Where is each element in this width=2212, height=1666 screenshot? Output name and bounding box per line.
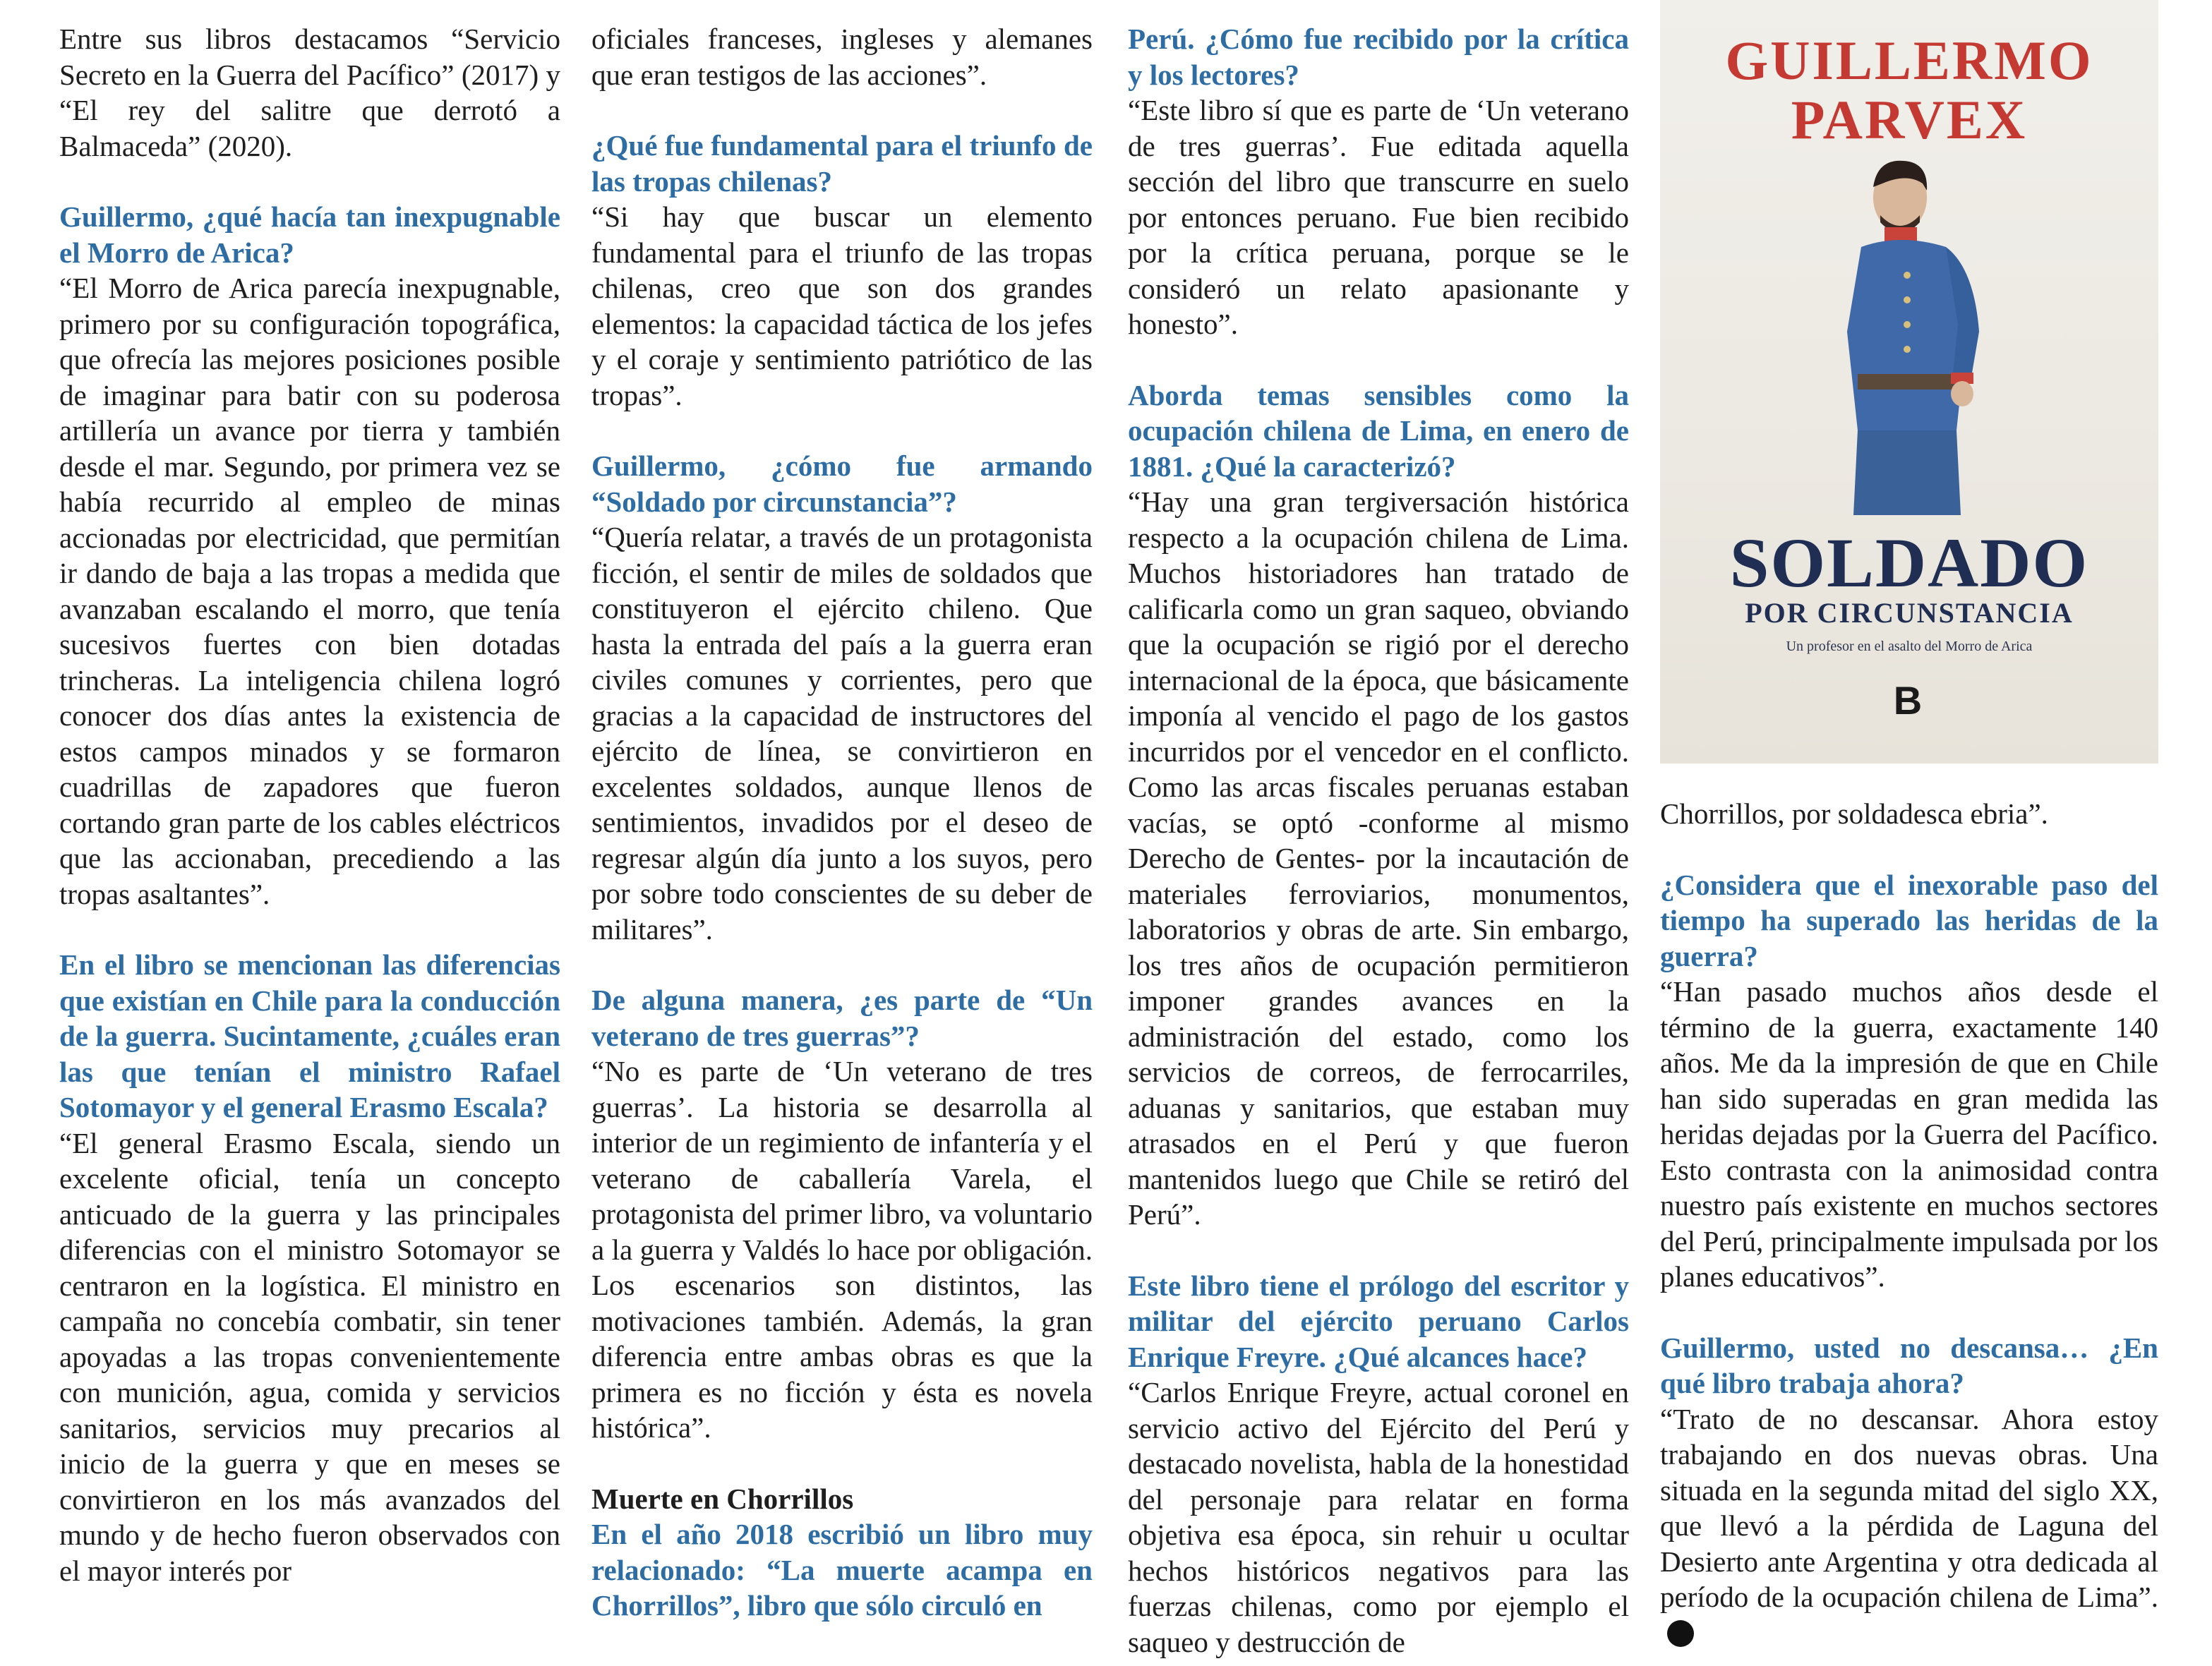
section-chorrillos — [591, 1481, 1093, 1624]
column-4 — [1660, 796, 2158, 1650]
answer-text: “No es parte de ‘Un veterano de tres guerras’. La historia se desarrolla al interior de un regimiento de infantería y el veterano de caballería Varela, el protagonista del primer libro, va voluntario a la guerra y Valdés lo hace por obligación. Los escenarios son distintos, las motivaciones también. Además, la gran diferencia entre ambas obras es que la primera es no ficción y ésta es novela histórica”. — [591, 1055, 1093, 1444]
answer-continuation — [1660, 796, 2158, 832]
qa-nuevas-obras — [1660, 1330, 2158, 1651]
question-heading: Guillermo, ¿cómo fue armando “Soldado por circunstancia”? — [591, 449, 1093, 518]
answer-text: “Si hay que buscar un elemento fundamental para el triunfo de las tropas chilenas, creo que son dos grandes elementos: la capacidad táctica de los jefes y el coraje y sentimiento patriótico de las tropas”. — [591, 200, 1093, 411]
qa-prologo — [1128, 1268, 1629, 1660]
answer-text: “El general Erasmo Escala, siendo un excelente oficial, tenía un concepto anticuado de la guerra y las principales diferencias con el ministro Sotomayor se centraron en la logística. El ministro en campaña no concebía combatir, sin tener apoyadas a las tropas convenientemente con munición, agua, comida y servicios sanitarios, servicios muy precarios al inicio de la guerra y que en meses se convirtieron en los más avanzados del mundo y de hecho fueron observados con el mayor interés por — [59, 1126, 560, 1587]
question-heading: De alguna manera, ¿es parte de “Un veterano de tres guerras”? — [591, 984, 1093, 1052]
qa-veterano — [591, 982, 1093, 1446]
column-2 — [591, 21, 1093, 1624]
answer-text: “El Morro de Arica parecía inexpugnable, primero por su configuración topográfica, que ofrecía las mejores posiciones posible de imaginar para batir con su poderosa artillería un avance por tierra y también desde el mar. Segundo, por primera vez se había recurrido al empleo de minas accionadas por electricidad, que permitían ir dando de baja a las tropas a medida que avanzaban escalando el morro, que tenía sucesivos fuertes con bien dotadas trincheras. La inteligencia chilena logró conocer dos días antes la existencia de estos campos minados y se formaron cuadrillas de zapadores que fueron cortando gran parte de los cables eléctricos que las accionaban, precediendo a las tropas asaltantes”. — [59, 272, 560, 910]
qa-morro-arica — [59, 199, 560, 912]
answer-text: “Hay una gran tergiversación histórica respecto a la ocupación chilena de Lima. Muchos historiadores han tratado de calificarla como un gran saqueo, obviando que la ocupación se rigió por el derecho internacional de la época, que básicamente imponía al vencido el pago de los gastos incurridos por el vencedor en el conflicto. Como las arcas fiscales peruanas estaban vacías, se optó -conforme al mismo Derecho de Gentes- por la incautación de materiales ferroviarios, monumentos, laboratorios y obras de arte. Sin embargo, los tres años de ocupación permitieron imponer grandes avances en la administración del estado, como los servicios de correos, de ferrocarriles, aduanas y sanitarios, que estaban muy atrasados en el Perú y que fueron mantenidos luego que Chile se retiró del Perú”. — [1128, 485, 1629, 1231]
question-heading: ¿Considera que el inexorable paso del tiempo ha superado las heridas de la guerra? — [1660, 868, 2158, 972]
soldier-illustration — [1794, 148, 2027, 515]
question-heading: Este libro tiene el prólogo del escritor y militar del ejército peruano Carlos Enrique Freyre. ¿Qué alcances hace? — [1128, 1269, 1629, 1373]
column-3 — [1128, 21, 1629, 1660]
cover-tagline: Un profesor en el asalto del Morro de Arica — [1786, 639, 2033, 654]
qa-sotomayor-escala — [59, 947, 560, 1588]
cover-author-last-name: PARVEX — [1791, 89, 2028, 150]
qa-heridas-guerra — [1660, 867, 2158, 1295]
answer-text-body: “Trato de no descansar. Ahora estoy trabajando en dos nuevas obras. Una situada en la segunda mitad del siglo XX, que llevó a la pérdida de Laguna del Desierto ante Argentina y otra dedicada al período de la ocupación chilena de Lima”. — [1660, 1402, 2158, 1613]
qa-chorrillos-reception — [1128, 21, 1629, 342]
question-heading: Guillermo, usted no descansa… ¿En qué libro trabaja ahora? — [1660, 1331, 2158, 1399]
publisher-logo-letter: B — [1893, 678, 1923, 721]
cover-title: SOLDADO — [1729, 524, 2089, 602]
intro-text: Entre sus libros destacamos “Servicio Secreto en la Guerra del Pacífico” (2017) y “El rey del salitre que derrotó a Balmaceda” (2020). — [59, 23, 560, 162]
question-heading: ¿Qué fue fundamental para el triunfo de las tropas chilenas? — [591, 129, 1093, 198]
answer-text: “Han pasado muchos años desde el término de la guerra, exactamente 140 años. Me da la impresión de que en Chile han sido superadas en gran medida las heridas dejadas por la Guerra del Pacífico. Esto contrasta con la animosidad contra nuestro país existente en muchos sectores del Perú, principalmente impulsada por los planes educativos”. — [1660, 975, 2158, 1293]
column-1 — [59, 21, 560, 1588]
answer-text — [1660, 1401, 2158, 1651]
answer-text: “Quería relatar, a través de un protagonista ficción, el sentir de miles de soldados que constituyeron el ejército chileno. Que hasta la entrada del país a la guerra eran civiles comunes y corrientes, pero que gracias a la capacidad de instructores del ejército de línea, se convirtieron en excelentes soldados, aunque llenos de sentimientos, invadidos por el deseo de regresar algún día junto a los suyos, pero por sobre todo conscientes de su deber de militares”. — [591, 521, 1093, 946]
answer-text: “Este libro sí que es parte de ‘Un veterano de tres guerras’. Fue editada aquella sección del libro que transcurre en suelo por entonces peruano. Fue bien recibido por la crítica peruana, porque se le consideró un relato apasionante y honesto”. — [1128, 94, 1629, 340]
section-subheading: Muerte en Chorrillos — [591, 1482, 854, 1515]
qa-triunfo — [591, 128, 1093, 413]
book-cover-image — [1660, 0, 2158, 763]
question-heading: En el libro se mencionan las diferencias que existían en Chile para la conducción de la guerra. Sucintamente, ¿cuáles eran las que tenían el ministro Rafael Sotomayor y el general Erasmo Escala? — [59, 948, 560, 1123]
answer-text: oficiales franceses, ingleses y alemanes que eran testigos de las acciones”. — [591, 23, 1093, 91]
intro-paragraph — [59, 21, 560, 164]
cover-subtitle: POR CIRCUNSTANCIA — [1745, 597, 2074, 629]
question-heading: Guillermo, ¿qué hacía tan inexpugnable el Morro de Arica? — [59, 200, 560, 269]
qa-ocupacion-lima — [1128, 378, 1629, 1233]
qa-soldado-por-circunstancia — [591, 448, 1093, 947]
answer-text: “Carlos Enrique Freyre, actual coronel en servicio activo del Ejército del Perú y destacado novelista, habla de la honestidad del personaje para relatar en forma objetiva esa época, sin rehuir u ocultar hechos históricos negativos para las fuerzas chilenas, como por ejemplo el saqueo y destrucción de — [1128, 1376, 1629, 1658]
cover-author — [1660, 31, 2158, 150]
cover-author-first-name: GUILLERMO — [1725, 30, 2093, 91]
publisher-logo — [1886, 677, 1930, 721]
question-heading: Aborda temas sensibles como la ocupación chilena de Lima, en enero de 1881. ¿Qué la caracterizó? — [1128, 378, 1629, 483]
end-of-article-mark-icon — [1667, 1620, 1694, 1647]
answer-continuation — [591, 21, 1093, 92]
question-heading: Perú. ¿Cómo fue recibido por la crítica y los lectores? — [1128, 23, 1629, 91]
question-heading: En el año 2018 escribió un libro muy relacionado: “La muerte acampa en Chorrillos”, libro que sólo circuló en — [591, 1518, 1093, 1622]
answer-text: Chorrillos, por soldadesca ebria”. — [1660, 797, 2048, 830]
